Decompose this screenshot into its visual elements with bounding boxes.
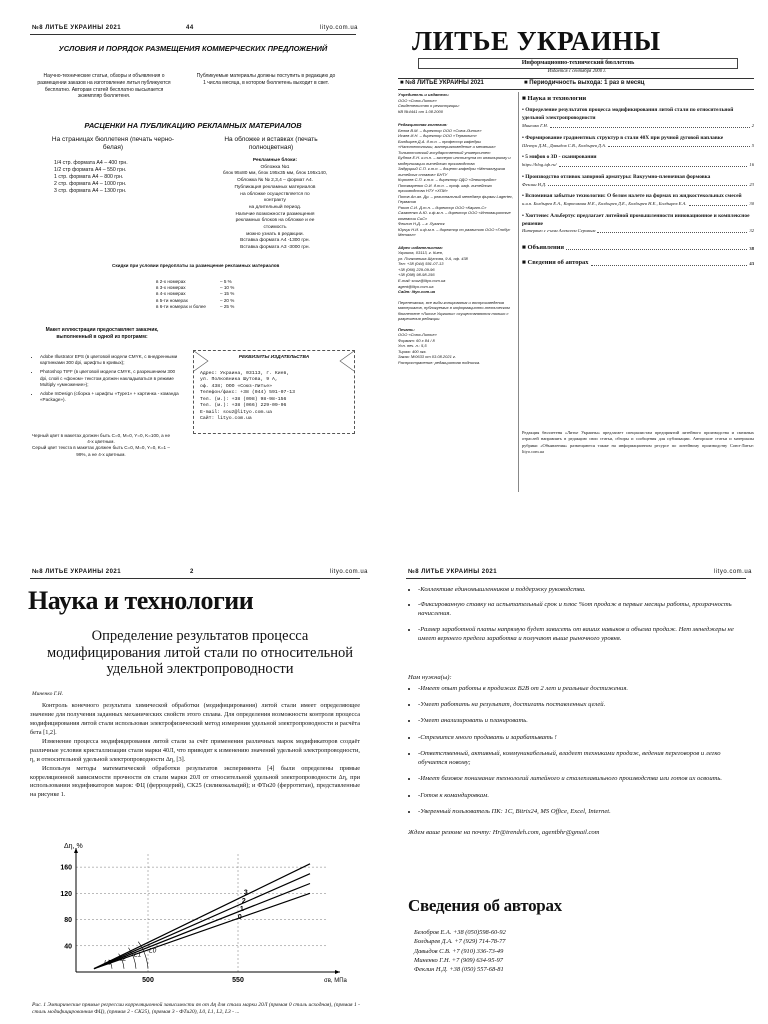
author-contact: Белобров Е.А. +38 (050)598-60-92: [414, 929, 506, 936]
board-member: Феклин Н.Д. – г. Луганск: [398, 221, 445, 227]
need-item: • -Ответственный, активный, коммуникабельный, владеет техниками продаж, ведения переговоров и легко обучается новому;: [418, 749, 748, 767]
illus-title: Макет иллюстрации предоставляет заказчик, выполненный в одной из программ:: [45, 327, 159, 340]
cover-price-line: на обложке осуществляется по: [240, 191, 310, 197]
left-intro: Научно-технические статьи, обзоры и объявления о размещении заказов на изготовление литья публикуются бесплатно. Авторам статей бесплатно высылается экземпляр бюллетеня.: [37, 73, 171, 100]
y-axis-label: Δη, %: [64, 843, 83, 850]
illus-list: [30, 354, 180, 406]
prices-title: РАСЦЕНКИ НА ПУБЛИКАЦИЮ РЕКЛАМНЫХ МАТЕРИАЛОВ: [84, 121, 302, 130]
toc-item-author: https://blog.iqb.ru/: [522, 162, 557, 168]
cover-price-line: можно узнать в редакции.: [246, 231, 304, 237]
print-title: Печать:: [398, 326, 415, 332]
page-number: 2: [190, 569, 194, 575]
column-divider: [518, 92, 519, 492]
angle-label: L3: [104, 959, 112, 967]
angle-label: L2: [119, 955, 127, 963]
toc-item-title: • Хюттенес Альбертус предлагает литейной промышленности инновационное и комплексное решение: [522, 212, 750, 227]
toc-item[interactable]: [522, 193, 754, 207]
founders-title: Учредитель и издатель:: [398, 92, 450, 97]
need-item: • -Стремится много продавать и зарабатывать !: [418, 733, 748, 742]
paragraph: Используя методы математической обработки результатов эксперимента [4] были определены прямые корреляционной зависимости прочности σв стали марки 20Л от относительной удельной электропроводности Δη, при использовании модификаторов марок: ФЦ (ферроцерий), СК25 (силикокальций); и ФТи20 (ферротитан), представленные на рисунке 1.: [30, 764, 360, 799]
cover-price-list: [200, 158, 350, 252]
x-tick-label: 500: [142, 977, 154, 984]
header-rule: [30, 578, 360, 579]
cover-price-line: контракту: [264, 198, 286, 204]
board-member: Попов Ан.ал. Др. – региональный менеджер фирмы Lagertec, Германия: [398, 193, 514, 205]
toc-item-author: Миненко Г.Н.: [522, 123, 549, 129]
masthead: ЛИТЬЕ УКРАИНЫ: [412, 26, 661, 56]
toc-item-author: Феклин Н.Д.: [522, 181, 547, 187]
page-2: [0, 512, 384, 1024]
regression-line-1: [94, 884, 310, 969]
toc-item[interactable]: [522, 213, 754, 235]
board-member: Пономаренко О.И. д.т.н. – проф. каф. литейного производства НТУ «ХПИ»: [398, 182, 492, 194]
page-header-issue: №8 ЛИТЬЕ УКРАИНЫ 2021: [32, 25, 122, 31]
offer-item: • -Размер заработной платы напрямую будет зависеть от ваших навыков и объема продаж. Нет менеджеры не имеет верхнего предела заработка и получают выше рыночного уровня.: [418, 625, 748, 643]
toc-item-page: 16: [749, 162, 754, 168]
toc-item-page: 30: [749, 201, 754, 207]
paragraph: Контроль конечного результата химической обработки (модифицирования) литой стали имеет определяющее значение для получения заданных механических свойств этого сплава. Для определения возможности контроля процесса модифицирования литой стали использован электрофизический метод измерения удельной электропроводности и расчёта бета [1,2].: [30, 702, 360, 736]
y-tick-label: 80: [64, 917, 72, 925]
offer-list: [408, 585, 748, 649]
author-contact: Давыдов С.В. +7 (910) 336-73-49: [414, 947, 504, 955]
figure-caption: Рис. 1 Эмпирические прямые регрессии корреляционной зависимости σв от Δη для стали марки 20Л (прямая 0 сталь исходная), (прямая 1 - сталь модифицированная ФЦ), (прямая 2 - СК25), (прямая 3 - ФТи20), L0, L1, L2, L3 - ...: [32, 1002, 360, 1016]
angle-label: L0: [149, 947, 157, 955]
series-label: 3: [243, 889, 248, 897]
author-contact: Феклин Н.Д. +38 (050) 557-68-81: [414, 966, 504, 974]
article-title: Определение результатов процесса модифицирования литой стали по относительной удельной электропроводности: [46, 628, 354, 678]
resume-email-link[interactable]: Ждем ваше резюме на почту: Hr@trendeh.com, agentbhr@gmail.com: [408, 829, 600, 836]
page-header-issue: №8 ЛИТЬЕ УКРАИНЫ 2021: [32, 569, 122, 575]
y-tick-label: 40: [64, 943, 72, 951]
bulletin-subtitle: Информационно-технический бюллетень: [418, 58, 738, 69]
toc-item[interactable]: [522, 174, 754, 188]
page-header-site: lityo.com.ua: [714, 569, 753, 575]
toc-section-ads[interactable]: ■ Объявления 38: [522, 243, 754, 251]
cover-price-line: Наличие возможности размещения: [235, 211, 315, 217]
requisites-line: ул. Полковника Шутова, 9 А,: [200, 377, 278, 383]
email-text: E-mail: souz@lityo.com.ua agent@lityo.com.ua: [398, 277, 446, 289]
toc-item-title: • 5 мифов о 3D - сканировании: [522, 154, 597, 161]
right-intro: Публикуемые материалы должны поступить в редакцию до 1 числа месяца, в котором бюллетень выходит в свет.: [196, 73, 336, 86]
toc-item[interactable]: [522, 107, 754, 129]
requisites-line: Тел. (м.): +38 (098) 98-98-156: [200, 396, 287, 402]
board-member: Рязин С.И. Д.т.н. – директор ООО «Карат-С»: [398, 204, 487, 210]
page-44: [0, 0, 384, 512]
paragraph: Изменение процесса модифицирования литой стали за счёт применения различных марок модификаторов создаёт различные условия кристаллизации стали марки 40Л, что приводит к изменению значений удельной электропроводности, η, и относительной удельной электропроводности Δη, [3].: [30, 737, 360, 763]
toc-item-page: 2: [751, 123, 754, 129]
board-member: Юрчук Н.И. к.ф-м.н. – директор по развитию ООО «Глобус Металл»: [398, 226, 511, 238]
need-item: • -Готов к командировкам.: [418, 791, 748, 800]
cover-price-line: блок 95х80 мм, блок 195х35 мм, блок 195х140,: [222, 171, 328, 177]
page-cover-contents: [384, 0, 768, 512]
x-tick-label: 550: [232, 977, 244, 984]
series-label: 1: [239, 905, 244, 913]
requisites-line: Адрес: Украина, 03113, г. Киев,: [200, 371, 290, 376]
requisites-title: РЕКВИЗИТЫ ИЗДАТЕЛЬСТВА: [238, 355, 310, 360]
toc-section-authors[interactable]: ■ Сведения об авторах 43: [522, 259, 754, 267]
requisites-box: [193, 350, 355, 434]
toc-item-author: Интервью с г-ном Алексеем Серовым: [522, 228, 596, 234]
author-contact: Миненко Г.Н. +7 (909) 634-95-97: [414, 956, 503, 964]
requisites-line: оф. 438; ООО «Союз-Литье»: [200, 383, 272, 389]
cover-price-line: Обложка №1: [260, 164, 290, 170]
need-item: • -Уверенный пользователь ПК: 1С, Bitrix24, MS Office, Excel, Internet.: [418, 807, 748, 816]
article-author: Миненко Г.Н.: [32, 691, 64, 697]
discount-row: в 6-ти номерах и более – 25 %: [156, 303, 235, 309]
board-member: Болдырев Д.А. д.т.н. – профессор кафедры «Нанотехнологии, материаловедение и механика» Тольяттинский государственный университет: [398, 138, 496, 155]
need-item: • -Умеет анализировать и планировать.: [418, 716, 748, 725]
discount-list: [156, 279, 266, 310]
toc-item-title: • Формирование градиентных структур в стали 40Х при ручной дуговой наплавке: [522, 134, 724, 141]
discount-row: в 3-х номерах – 10 %: [156, 285, 235, 291]
requisites-line: Телефон/факс: +38 (044) 591-07-13: [200, 390, 295, 396]
toc-item-title: • Производство отливок запорной арматуры: Вакуумно-пленочная формовка: [522, 173, 711, 180]
inner-price-list: [54, 160, 184, 195]
since-line: Издается с сентября 2000 г.: [547, 69, 607, 74]
cover-title: На обложке и вставках (печать полноцветная): [224, 136, 318, 152]
conditions-title: УСЛОВИЯ И ПОРЯДОК РАЗМЕЩЕНИЯ КОММЕРЧЕСКИХ ПРЕДЛОЖЕНИЙ: [58, 44, 328, 53]
board-member: Задруцкий С.П. к.т.н. – доцент кафедры «Металлургия литейных сплавов» БНТУ: [398, 166, 505, 177]
header-rule: [30, 34, 356, 35]
issue-bar-left: ■ №8 ЛИТЬЕ УКРАИНЫ 2021: [400, 80, 484, 86]
need-item: • -Умеет работать на результат, достигать поставленных целей.: [418, 700, 748, 709]
regression-line-3: [94, 864, 310, 969]
authors-list: [414, 928, 714, 974]
print-text: ООО «Союз-Литье» Формат: 60 х 84 / 8 Усл. печ. л.: 5,5 Тираж: 400 экз. Заказ: №0633 от 03.08.2021 г. Распространение: редакционная подписка.: [398, 332, 481, 365]
page-header-issue: №8 ЛИТЬЕ УКРАИНЫ 2021: [408, 569, 498, 575]
authors-title: Сведения об авторах: [408, 896, 562, 915]
discount-title: Скидки при условии предоплаты за размещение рекламных материалов: [112, 263, 280, 268]
address-title: Адрес издательства:: [398, 244, 443, 250]
page-number: 44: [186, 25, 194, 31]
discount-row: в 2-х номерах – 5 %: [156, 279, 232, 284]
toc-section-head: ■ Наука и технологии: [522, 95, 587, 102]
x-axis-arrow: [335, 970, 340, 974]
need-list: [408, 684, 748, 823]
inner-price-item: 2 стр. формата А4 – 1000 грн.: [54, 181, 127, 188]
editor-note: Редакция бюллетеня «Литье Украины» предлагает специалистам предприятий литейного производства и смежных отраслей направлять в редакцию свои статьи, обзоры и сообщения для публикации. Авторские статьи и материалы рубрики «Объявления» размещаются также на информационном ресурсе по литейному производству Союз-Литье: lityo.com.ua: [522, 430, 754, 455]
regression-line-2: [94, 874, 310, 969]
illus-item: • Adobe InDesign (сборка + шрифты «Type1» + картинка - команда «Package»).: [40, 391, 180, 403]
color-requirements: Черный цвет в макетах должен быть C=0, M=0, Y=0, K=100, а не 4-х цветным. Серый цвет текста в макетах должен быть C=0, M=0, Y=0, K=1 – 99%, а не 4-х цветным.: [31, 433, 171, 457]
toc-item-author: Шевчук Д.М., Давыдов С.В., Болдырев Д.А.: [522, 142, 607, 148]
cover-price-line: Вставка формата А3 -3000 грн.: [240, 245, 310, 251]
discount-row: в 5-ти номерах – 20 %: [156, 297, 235, 303]
board-member: Сазаненко А.Ю. к.ф-м.н. – директор ООО «Инновационные компании СиС»: [398, 210, 511, 221]
cover-price-line: на длительный период.: [248, 204, 302, 210]
series-label: 2: [241, 897, 246, 905]
toc-item-title: • Определение результатов процесса модификирования литой стали по относительной удельной электропроводности: [522, 107, 734, 122]
founders-text: ООО «Союз-Литье» Свидетельство о регистрации: КВ №4441 от 1.08.2000: [398, 97, 460, 114]
x-axis-label: σв, МПа: [324, 978, 347, 984]
board-member: Королев С.П. к.т.н. – директор ОДО «Энвиспрайт»: [398, 177, 497, 183]
toc-item-page: 23: [749, 181, 754, 187]
site-text: Сайт: lityo.com.ua: [398, 289, 435, 295]
cover-price-line: Обложка № № 2,3,4 – формат А4.: [237, 178, 313, 184]
toc-item-author: и.н.п. Болдырев Е.А., Карпенкова Н.Е., Болдырев Д.Е., Болдырев Н.Е., Болдырев Е.А.: [522, 201, 687, 207]
y-tick-label: 160: [60, 864, 72, 872]
board-member: Исаев И.Н. – директор ООО «Термолит»: [398, 133, 477, 139]
inner-price-item: 1/4 стр. формата А4 – 400 грн.: [54, 160, 128, 166]
requisites-lines: [200, 371, 350, 423]
toc-item[interactable]: [522, 154, 754, 168]
page-header-site: lityo.com.ua: [320, 25, 359, 31]
offer-item: • -Фиксированную ставку на испытательный срок и плюс %от продаж в первые месяцы работы, прозрачность начисления.: [418, 600, 748, 618]
toc-item-page: 5: [751, 142, 754, 148]
inner-price-item: 3 стр. формата А4 – 1300 грн.: [54, 188, 127, 195]
series-label: 0: [237, 913, 242, 921]
page-header-site: lityo.com.ua: [330, 569, 369, 575]
tel-text: Тел: +38 (044) 591-07-13 +38 (066) 229-09-96 +38 (098) 98-98-156: [398, 261, 444, 278]
cover-price-line: рекламных блоков на обложке и ее: [235, 218, 315, 224]
discount-row: в 4-х номерах – 15 %: [156, 291, 235, 297]
issue-bar-right: ■ Периодичность выхода: 1 раз в месяц: [524, 80, 645, 86]
board-member: Бубнов Е.Н. к.т.н. – эксперт института по инжинирингу и модернизации литейного производства: [398, 155, 511, 166]
imprint-column: [398, 92, 516, 365]
toc-item[interactable]: [522, 135, 754, 149]
offer-item: • -Коллективе единомышленников и поддержку руководства.: [418, 585, 748, 594]
header-rule: [406, 578, 746, 579]
table-of-contents: [522, 94, 754, 268]
board-title: Редакционная коллегия:: [398, 122, 448, 128]
need-item: • -Имеет базовое понимание технологий литейного и сталеплавильного производства или готов их освоить.: [418, 774, 748, 783]
inner-price-item: 1 стр. формата А4 – 800 грн.: [54, 174, 124, 181]
cover-price-line: Вставка формата А4 -1300 грн.: [240, 238, 310, 244]
address-text: Украина, 03113, г. Киев, ул. Полковника Шутова, 9 А, оф. 438: [398, 250, 468, 261]
requisites-line: E-mail: souz@lityo.com.ua: [200, 409, 272, 415]
angle-label: L1: [134, 951, 142, 959]
cover-block-title: Рекламные блоки:: [252, 158, 298, 163]
illus-item: • Photoshop TIFF (в цветовой модели CMYK, с разрешением 300 dpi, слой с «фоном» текстом должен накладываться в режиме Multiply «умножение»);: [40, 369, 180, 388]
regression-line-0: [94, 893, 310, 968]
toc-item-page: 32: [749, 228, 754, 234]
cover-price-line: стоимость: [263, 225, 287, 231]
copyright-note: Перепечатка, все виды копирования и воспроизведения материалов, публикуемых в информационно-техническом бюллетене «Литье Украины» осуществляются только с разрешения редакции.: [398, 299, 510, 322]
need-item: • -Имеет опыт работы в продажах В2В от 2 лет и реальные достижения.: [418, 684, 748, 693]
illus-item: • Adobe Illustrator EPS (в цветовой модели CMYK, с внедренными картинками 300 dpi, шрифты в кривых);: [40, 354, 180, 366]
issue-bar: [398, 78, 754, 90]
author-contact: Болдырев Д.А. +7 (929) 714-78-77: [414, 938, 506, 946]
cover-price-line: Публикация рекламных материалов: [234, 184, 316, 190]
inner-pages-title: На страницах бюллетеня (печать черно-белая): [51, 136, 175, 152]
y-tick-label: 120: [60, 890, 72, 898]
requisites-line: Сайт: lityo.com.ua: [200, 416, 252, 422]
page-vacancy-authors: [384, 512, 768, 1024]
regression-chart: [28, 842, 358, 992]
article-body: [30, 702, 360, 800]
inner-price-item: 1/2 стр формата А4 – 550 грн.: [54, 167, 127, 174]
need-title: Нам нужна(ы):: [408, 674, 452, 681]
board-member: Белов В.М. – директор ООО «Союз-Литье»: [398, 127, 482, 133]
section-title: Наука и технологии: [28, 586, 254, 615]
requisites-line: Тел. (м.): +38 (066) 229-09-96: [200, 403, 287, 409]
toc-item-title: • Вспоминая забытые технологии: О белом налете на формах из жидкостекольных смесей: [522, 193, 742, 200]
